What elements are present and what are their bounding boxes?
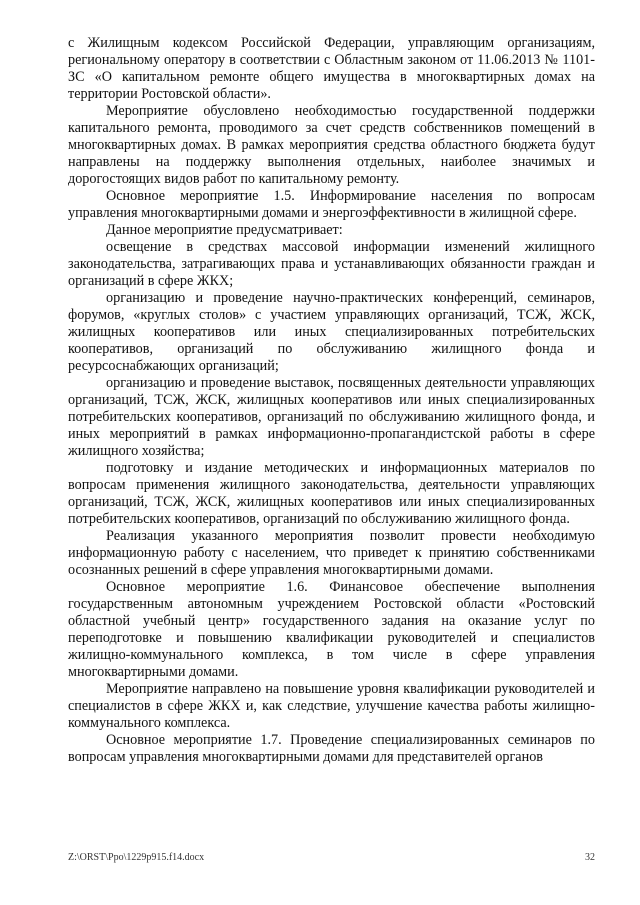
paragraph-media-coverage: освещение в средствах массовой информации изменений жилищного законодательства, затрагивающих права и устанавливающих обязанности граждан и организаций в сфере ЖКХ; xyxy=(68,239,595,289)
paragraph-methodical-materials: подготовку и издание методических и информационных материалов по вопросам применения жилищного законодательства, деятельности управляющих организаций, ТСЖ, ЖСК, жилищных кооперативов или иных специализированных потребительских кооперативов, организаций по обслуживанию жилищного фонда. xyxy=(68,460,595,527)
page-number: 32 xyxy=(585,852,595,863)
paragraph-measure-provides: Данное мероприятие предусматривает: xyxy=(106,222,343,238)
paragraph-conferences: организацию и проведение научно-практических конференций, семинаров, форумов, «круглых столов» с участием управляющих организаций, ТСЖ, ЖСК, жилищных кооперативов или иных специализированных потребительских кооперативов, организаций по обслуживанию жилищного фонда и ресурсоснабжающих организаций; xyxy=(68,290,595,374)
file-path: Z:\ORST\Ppo\1229p915.f14.docx xyxy=(68,852,205,863)
paragraph-exhibitions: организацию и проведение выставок, посвященных деятельности управляющих организаций, ТСЖ, ЖСК, жилищных кооперативов или иных специализированных потребительских кооперативов, организаций по обслуживанию жилищного фонда, и иных мероприятий в рамках информационно-пропагандистской работы в сфере жилищного хозяйства; xyxy=(68,375,595,459)
paragraph-continuation: с Жилищным кодексом Российской Федерации, управляющим организациям, региональному оператору в соответствии с Областным законом от 11.06.2013 № 1101-ЗС «О капитальном ремонте общего имущества в многоквартирных домах на территории Ростовской области». xyxy=(68,35,595,102)
paragraph-measure-1-5: Основное мероприятие 1.5. Информирование населения по вопросам управления многоквартирными домами и энергоэффективности в жилищной сфере. xyxy=(68,188,595,221)
paragraph-measure-1-7: Основное мероприятие 1.7. Проведение специализированных семинаров по вопросам управления многоквартирными домами для представителей органов xyxy=(68,732,595,765)
paragraph-measure-1-6: Основное мероприятие 1.6. Финансовое обеспечение выполнения государственным автономным учреждением Ростовской области «Ростовский областной учебный центр» государственного задания на оказание услуг по переподготовке и повышению квалификации руководителей и специалистов жилищно-коммунального комплекса, в том числе в сфере управления многоквартирными домами. xyxy=(68,579,595,680)
paragraph-implementation-result: Реализация указанного мероприятия позволит провести необходимую информационную работу с населением, что приведет к принятию собственниками осознанных решений в сфере управления многоквартирными домами. xyxy=(68,528,595,578)
paragraph-qualification: Мероприятие направлено на повышение уровня квалификации руководителей и специалистов в сфере ЖКХ и, как следствие, улучшение качества работы жилищно-коммунального комплекса. xyxy=(68,681,595,731)
paragraph-capital-repair-support: Мероприятие обусловлено необходимостью государственной поддержки капитального ремонта, проводимого за счет средств собственников помещений в многоквартирных домах. В рамках мероприятия средства областного бюджета будут направлены на поддержку выполнения отдельных, наиболее значимых и дорогостоящих видов работ по капитальному ремонту. xyxy=(68,103,595,187)
document-body xyxy=(68,35,595,766)
